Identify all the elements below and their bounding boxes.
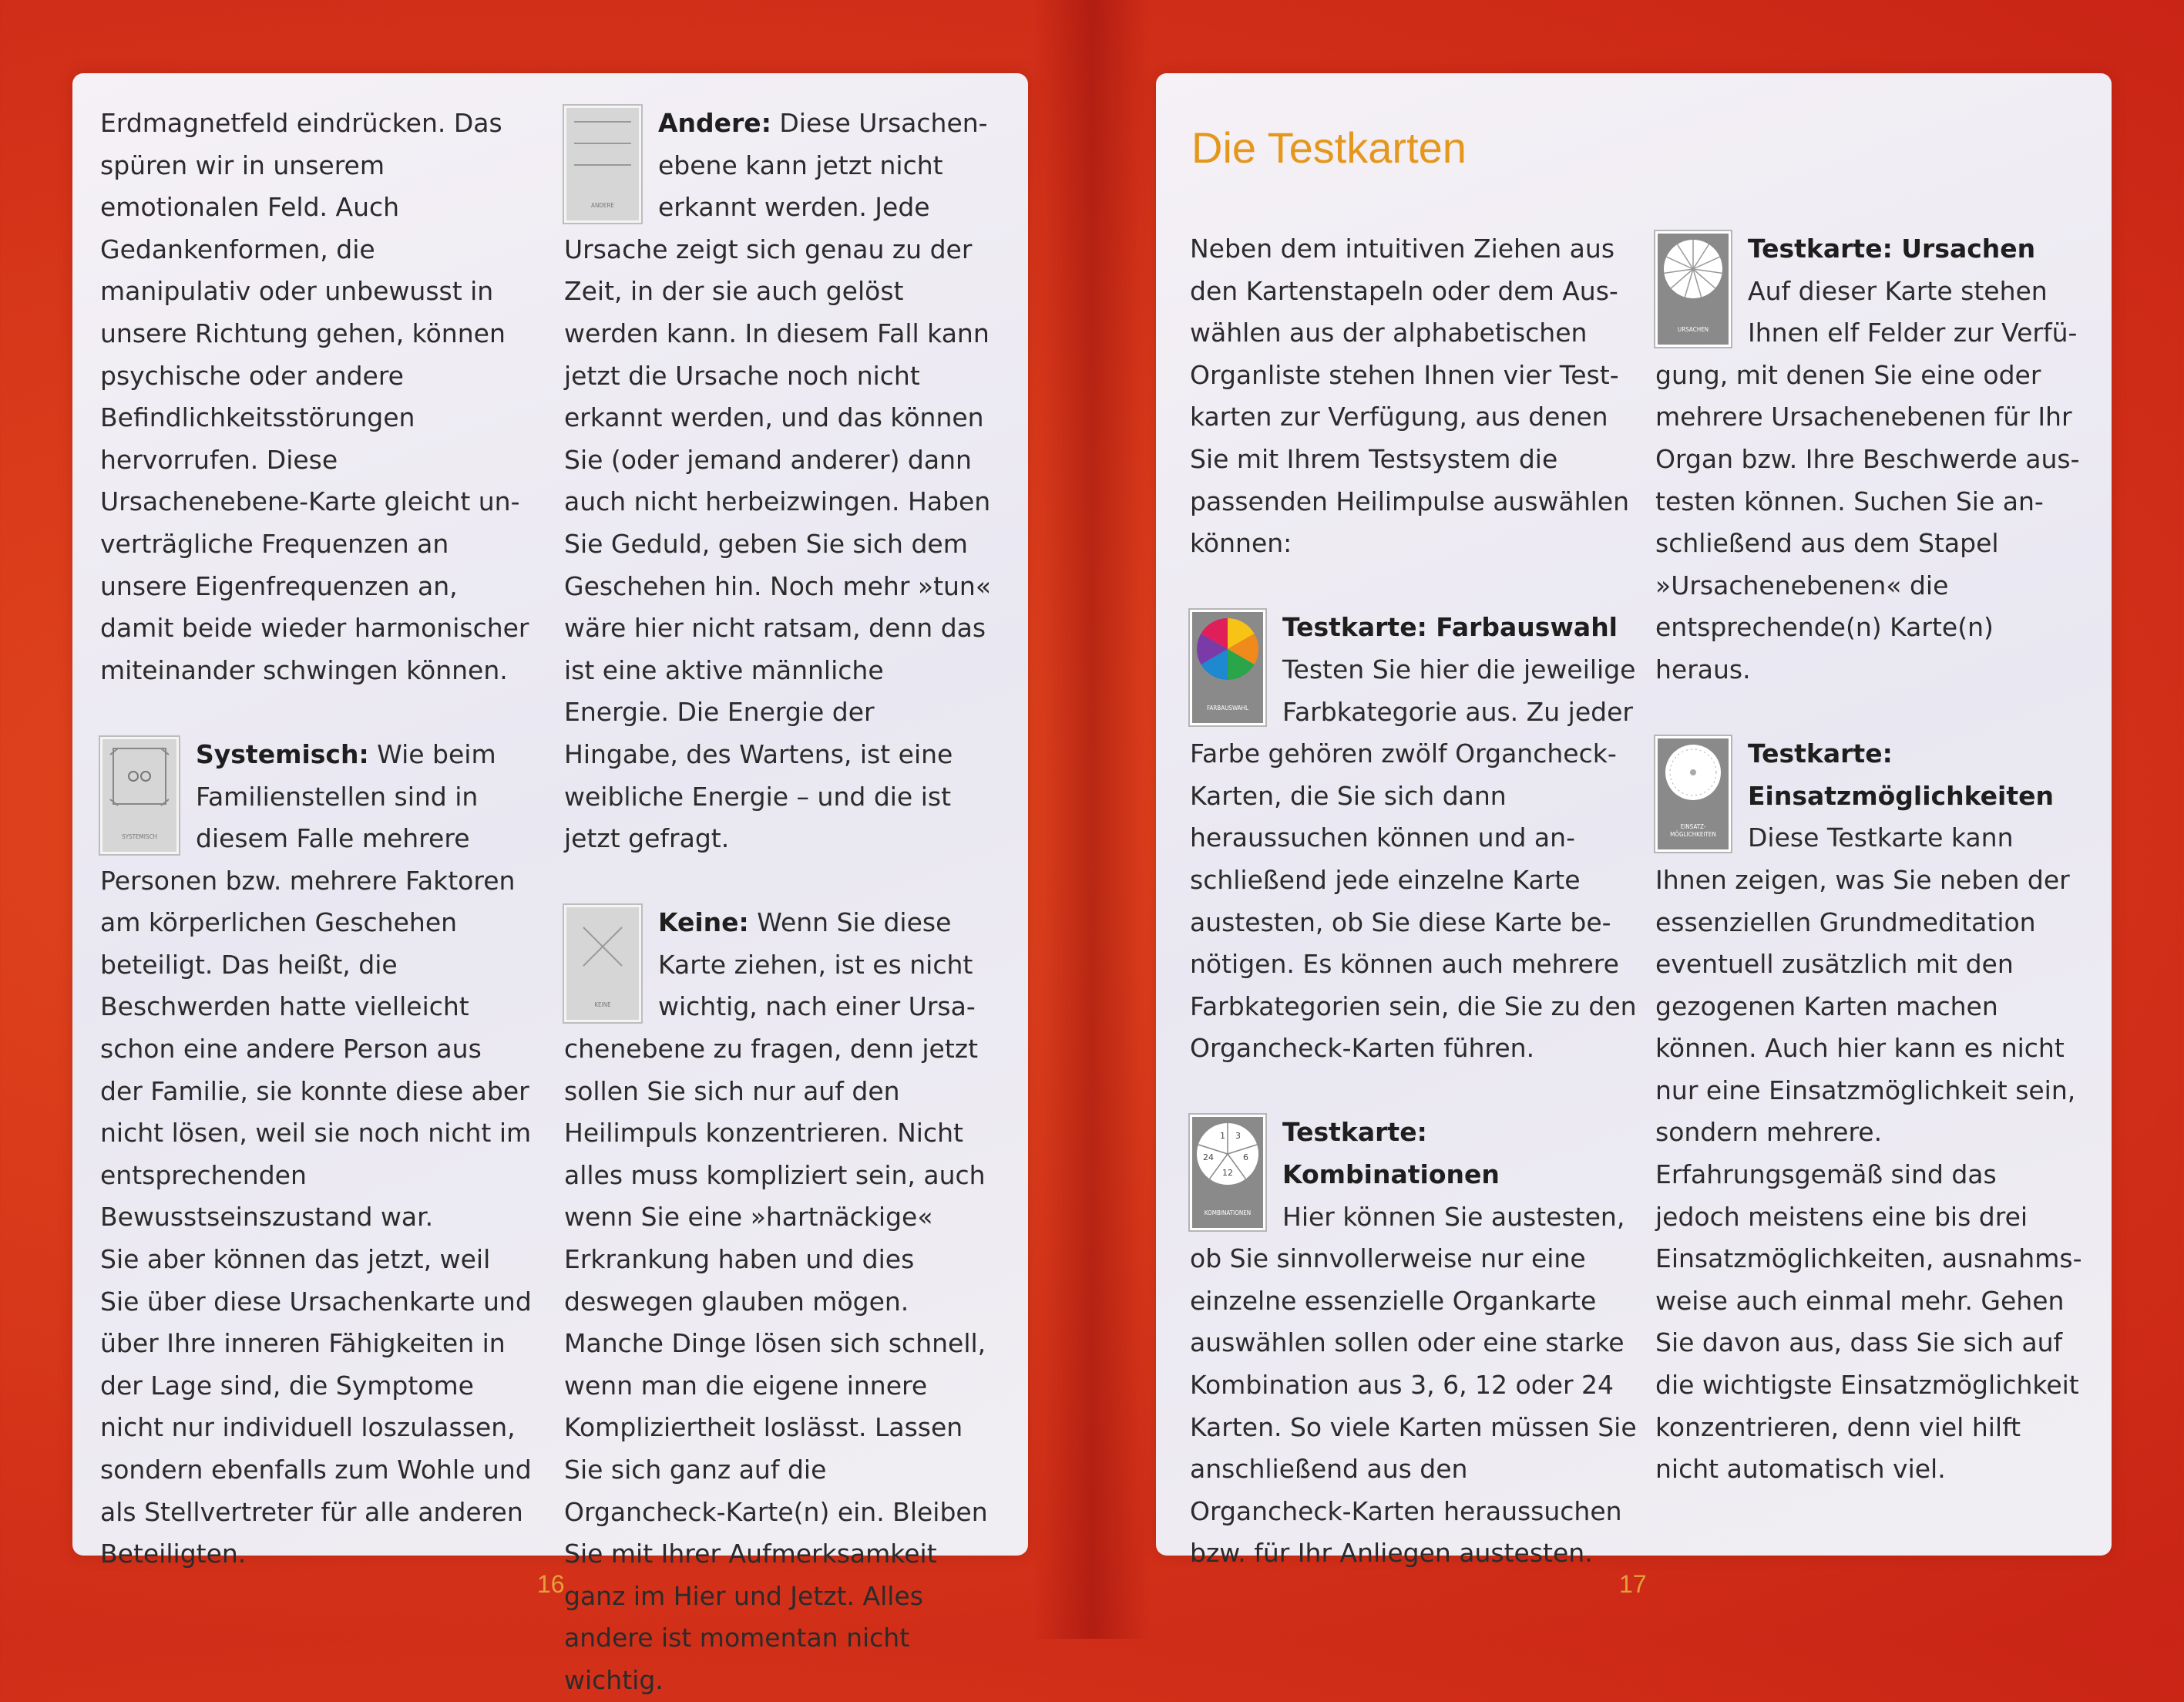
kombinationen-card-icon [1190, 1115, 1265, 1230]
page-number-left: 16 [537, 1570, 565, 1598]
ursachen-label: Testkarte: Ursachen [1748, 234, 2036, 264]
page-title: Die Testkarten [1191, 123, 1467, 172]
keine-text: Wenn Sie diese Karte ziehen, ist es nicht wichtig, nach einer Ursachenebene zu fragen, denn jetzt sollen Sie sich nur auf den Heilimpuls konzentrieren. Nicht alles muss kompliziert sein, auch wenn Sie eine »hartnäckige« Erkrankung haben und dies deswegen glauben mögen. Manche Dinge lösen sich schnell, wenn man die eigene innere Kompliziertheit loslässt. Lassen Sie sich ganz auf die Organcheck-Karte(n) ein. Bleiben Sie mit Ihrer Aufmerksamkeit ganz im Hier und Jetzt. Alles andere ist momentan nicht wichtig. [564, 907, 988, 1695]
kombinationen-wheel-icon [1192, 1117, 1263, 1194]
systemisch-text: Wie beim Familienstellen sind in diesem Falle mehrere Personen bzw. mehrere Faktoren am körperlichen Geschehen beteiligt. Das heißt, die Beschwerden hatte vielleicht schon eine andere Person aus der Familie, sie konnte diese aber nicht lösen, weil sie noch nicht im entsprechenden Bewusstseinszustand war. [100, 738, 532, 1233]
einsatz-card-icon [1655, 736, 1731, 852]
kombinationen-section [1190, 1112, 1637, 1575]
farbauswahl-text: Testen Sie hier die jeweilige Farbkategorie aus. Zu jeder Farbe gehören zwölf Organcheck-Karten, die Sie sich dann heraussuchen können und anschließend jede einzelne Karte austesten, ob Sie diese Karte benötigen. Es können auch mehrere Farbkategorien sein, die Sie zu den Organcheck-Karten führen. [1190, 654, 1637, 1064]
systemisch-symbol-icon [102, 739, 176, 816]
farbauswahl-label: Testkarte: Farbauswahl [1282, 612, 1618, 643]
andere-card-caption: ANDERE [591, 202, 614, 209]
systemisch-paragraph-2: Sie aber können das jetzt, weil Sie über diese Ursachenkarte und über Ihre inneren Fähigkeiten in der Lage sind, die Symptome nicht nur individuell loszulassen, sondern ebenfalls zum Wohle und als Stellvertreter für alle anderen Beteiligten. [100, 1244, 532, 1569]
book-gutter [1033, 0, 1151, 1639]
einsatz-label-line2: Einsatzmöglichkeiten [1748, 780, 2054, 811]
color-wheel-icon [1192, 612, 1263, 689]
andere-text: Diese Ursachenebene kann jetzt nicht erkannt werden. Jede Ursache zeigt sich genau zu der Zeit, in der sie auch gelöst werden kann. In diesem Fall kann jetzt die Ursache noch nicht erkannt werden, und das können Sie (oder jemand anderer) dann auch nicht herbeizwingen. Haben Sie Geduld, geben Sie sich dem Geschehen hin. Noch mehr »tun« wäre hier nicht ratsam, denn das ist eine aktive männliche Energie. Die Energie der Hingabe, des Wartens, ist eine weibliche Energie – und die ist jetzt gefragt. [564, 108, 992, 854]
farbauswahl-section [1190, 607, 1637, 1070]
ursachen-text: Auf dieser Karte stehen Ihnen elf Felder zur Verfügung, mit denen Sie eine oder mehrere Ursachenebenen für Ihr Organ bzw. Ihre Beschwerde austesten können. Suchen Sie anschließend aus dem Stapel »Ursachenebenen« die entsprechende(n) Karte(n) heraus. [1655, 275, 2080, 684]
keine-card-icon [564, 905, 641, 1022]
ursachen-section [1655, 228, 2087, 691]
komb-number-1: 1 [1220, 1131, 1225, 1142]
einsatz-dial-icon [1658, 738, 1729, 816]
right-column-2 [1655, 228, 2087, 1491]
right-column-1 [1190, 228, 1637, 1575]
komb-number-24: 24 [1203, 1152, 1214, 1163]
systemisch-section [100, 734, 532, 1239]
kombinationen-text: Hier können Sie austesten, ob Sie sinnvollerweise nur eine einzelne essenzielle Organkarte auswählen sollen oder eine starke Kombination aus 3, 6, 12 oder 24 Karten. So viele Karten müssen Sie anschließend aus den Organcheck-Karten heraussuchen bzw. für Ihr Anliegen austesten. [1190, 1201, 1637, 1569]
farbauswahl-card-icon [1190, 610, 1265, 725]
ursachen-card-icon [1655, 231, 1731, 347]
farbauswahl-card-caption: FARBAUSWAHL [1206, 705, 1249, 712]
andere-card-icon [564, 106, 641, 223]
systemisch-card-icon [100, 737, 179, 854]
komb-number-6: 6 [1243, 1152, 1248, 1163]
ursachen-card-caption: URSACHEN [1677, 326, 1709, 333]
keine-label: Keine: [658, 907, 749, 938]
komb-number-12: 12 [1222, 1168, 1233, 1179]
andere-section [564, 103, 996, 860]
systemisch-card-caption: SYSTEMISCH [122, 832, 157, 840]
keine-section [564, 902, 996, 1701]
right-page-panel [1156, 73, 2112, 1569]
kombinationen-label: Testkarte: Kombinationen [1282, 1117, 1500, 1190]
andere-label: Andere: [658, 108, 771, 138]
left-column-1 [100, 103, 532, 1576]
einsatz-label-line1: Testkarte: [1748, 738, 1893, 769]
left-column-2 [564, 103, 996, 1702]
kombinationen-card-caption: KOMBINATIONEN [1204, 1209, 1252, 1217]
systemisch-label: Systemisch: [196, 738, 369, 769]
einsatz-text: Diese Testkarte kann Ihnen zeigen, was Sie neben der essenziellen Grundmeditation eventuell zusätzlich mit den gezogenen Karten machen können. Auch hier kann es nicht nur eine Einsatzmöglichkeit sein, sondern mehrere. Erfahrungsgemäß sind das jedoch meistens eine bis drei Einsatzmöglichkeiten, ausnahmsweise auch einmal mehr. Gehen Sie davon aus, dass Sie sich auf die wichtigste Einsatzmöglichkeit konzentrieren, denn viel hilft nicht automatisch viel. [1655, 822, 2082, 1485]
einsatz-section [1655, 733, 2087, 1491]
page-number-right: 17 [1619, 1570, 1647, 1598]
komb-number-3: 3 [1235, 1131, 1241, 1142]
testkarten-intro: Neben dem intuitiven Ziehen aus den Kartenstapeln oder dem Auswählen aus der alphabetischen Organliste stehen Ihnen vier Testkarten zur Verfügung, aus denen Sie mit Ihrem Testsystem die passenden Heilimpulse auswählen können: [1190, 234, 1630, 559]
keine-x-icon [566, 907, 639, 984]
andere-symbol-icon [566, 108, 639, 185]
keine-card-caption: KEINE [594, 1001, 611, 1009]
intro-paragraph: Erdmagnetfeld eindrücken. Das spüren wir in unserem emotionalen Feld. Auch Gedankenformen, die manipulativ oder unbewusst in unsere Richtung gehen, können psychische oder andere Befindlichkeitsstörungen hervorrufen. Diese Ursachenebene-Karte gleicht unverträgliche Frequenzen an unsere Eigenfrequenzen an, damit beide wieder harmonischer miteinander schwingen können. [100, 108, 529, 685]
ursachen-wheel-icon [1658, 234, 1729, 311]
einsatz-card-caption: EINSATZ-MÖGLICHKEITEN [1670, 823, 1716, 839]
